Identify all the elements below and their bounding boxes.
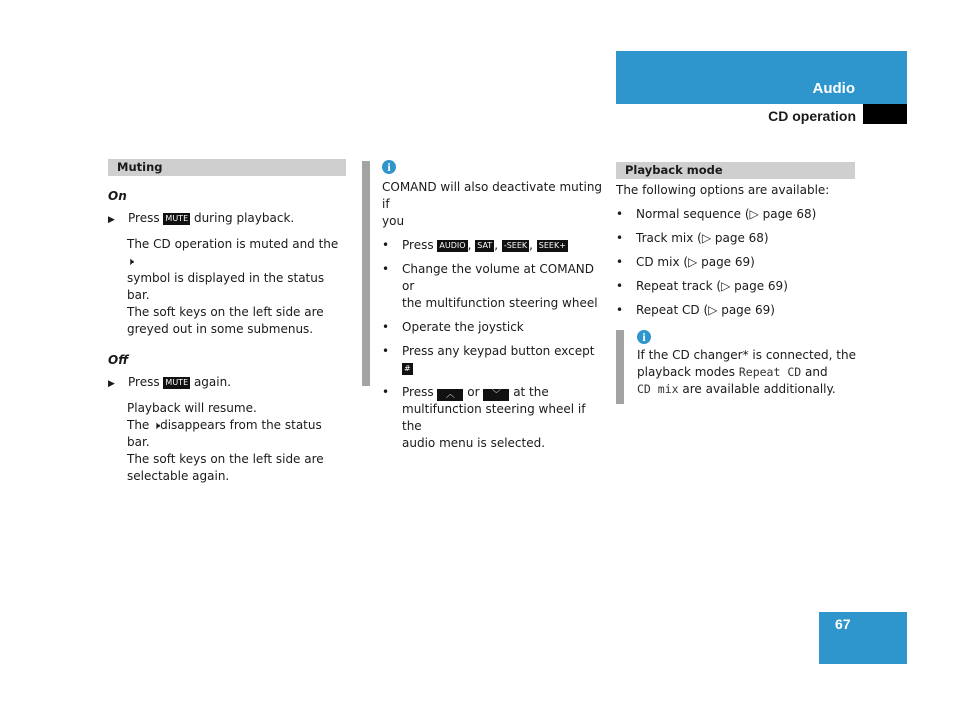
mute-icon: 🕨: [153, 419, 161, 432]
playback-options: [616, 206, 855, 319]
info-icon: i: [382, 160, 396, 174]
off-label: Off: [108, 353, 129, 367]
list-item: • Repeat track (▷ page 69): [616, 278, 855, 295]
audio-key-icon: AUDIO: [439, 241, 466, 250]
on-step: ▶ Press MUTE during playback.: [108, 210, 346, 229]
playback-intro: The following options are available:: [616, 183, 830, 197]
mute-key-icon: MUTE: [165, 378, 189, 387]
page-number: 67: [835, 616, 851, 632]
playback-column: [616, 162, 855, 326]
page-number-box: [819, 612, 907, 664]
list-item: • Repeat CD (▷ page 69): [616, 302, 855, 319]
info-intro: COMAND will also deactivate muting if you: [382, 180, 603, 228]
list-item: • Change the volume at COMAND or the multifunction steering wheel: [382, 261, 607, 312]
info-bar: [616, 330, 624, 404]
down-arrow-key-icon: ﹀: [483, 389, 509, 401]
off-step: ▶ Press MUTE again.: [108, 374, 346, 393]
info-playback-text: If the CD changer* is connected, the playback modes Repeat CD and CD mix are available additionally.: [637, 348, 856, 396]
list-item: • Track mix (▷ page 68): [616, 230, 855, 247]
muting-column: [108, 159, 346, 485]
muting-heading: Muting: [108, 159, 346, 176]
info-playback-box: [637, 330, 857, 398]
list-item: • Press ︿ or ﹀ at the multifunction steering wheel if the audio menu is selected.: [382, 384, 607, 452]
sat-key-icon: SAT: [477, 241, 493, 250]
section-title: Audio: [812, 80, 855, 97]
arrow-bullet-icon: ▶: [108, 379, 115, 389]
info-bar: [362, 161, 370, 386]
up-arrow-key-icon: ︿: [437, 389, 463, 401]
list-item: • CD mix (▷ page 69): [616, 254, 855, 271]
list-item: • Operate the joystick: [382, 319, 607, 336]
seek-minus-key-icon: -SEEK: [503, 241, 528, 250]
subsection-title: CD operation: [768, 108, 856, 124]
info-icon: i: [637, 330, 651, 344]
arrow-bullet-icon: ▶: [108, 215, 115, 225]
mute-icon: 🕨: [127, 255, 134, 268]
hash-key-icon: #: [404, 364, 411, 373]
list-item: • Press any keypad button except #: [382, 343, 607, 377]
playback-heading: Playback mode: [616, 162, 855, 179]
list-item: • Normal sequence (▷ page 68): [616, 206, 855, 223]
subsection-marker: [863, 104, 907, 124]
info-mute-box: [382, 160, 607, 459]
section-header: [616, 51, 907, 104]
on-result: The CD operation is muted and the 🕨 symbol is displayed in the status bar. The soft keys on the left side are greyed out in some submenus.: [127, 237, 339, 336]
off-result: Playback will resume. The 🕨disappears from the status bar. The soft keys on the left side are selectable again.: [127, 401, 324, 483]
seek-plus-key-icon: SEEK+: [538, 241, 566, 250]
on-label: On: [108, 189, 127, 203]
mute-key-icon: MUTE: [165, 214, 189, 223]
info-list: [382, 237, 607, 452]
list-item: • Press AUDIO , SAT , -SEEK , SEEK+: [382, 237, 607, 254]
